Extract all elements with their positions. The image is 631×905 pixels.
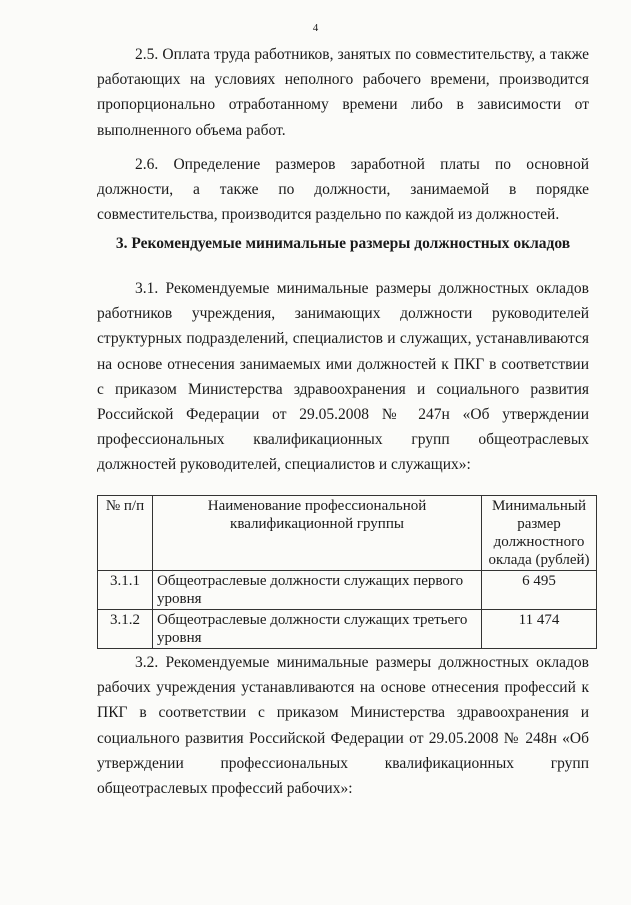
row-number: 3.1.1: [98, 571, 153, 610]
row-salary: 6 495: [482, 571, 597, 610]
header-minimum-salary: Минимальный размер должностного оклада (рублей): [482, 496, 597, 571]
row-salary: 11 474: [482, 610, 597, 649]
row-group-name: Общеотраслевые должности служащих третьего уровня: [153, 610, 482, 649]
row-group-name: Общеотраслевые должности служащих первого уровня: [153, 571, 482, 610]
header-group-name: Наименование профессиональной квалификационной группы: [153, 496, 482, 571]
header-number: № п/п: [98, 496, 153, 571]
row-number: 3.1.2: [98, 610, 153, 649]
paragraph-3-1: 3.1. Рекомендуемые минимальные размеры должностных окладов работников учреждения, занимающих должности руководителей структурных подразделений, специалистов и служащих, устанавливаются на основе отнесения занимаемых ими должностей к ПКГ в соответствии с приказом Министерства здравоохранения и социального развития Российской Федерации от 29.05.2008 № 247н «Об утверждении профессиональных квалификационных групп общеотраслевых должностей руководителей, специалистов и служащих»:: [97, 280, 589, 474]
table-row: [98, 610, 597, 649]
paragraph-2-5: 2.5. Оплата труда работников, занятых по совместительству, а также работающих на условиях неполного рабочего времени, производится пропорционально отработанному времени либо в зависимости от выполненного объема работ.: [97, 46, 589, 139]
paragraph-3-2: 3.2. Рекомендуемые минимальные размеры должностных окладов рабочих учреждения устанавливаются на основе отнесения профессий к ПКГ в соответствии с приказом Министерства здравоохранения и социального развития Российской Федерации от 29.05.2008 № 248н «Об утверждении профессиональных квалификационных групп общеотраслевых профессий рабочих»:: [97, 654, 589, 798]
salary-table: [97, 495, 597, 649]
table-row: [98, 571, 597, 610]
paragraph-2-6: 2.6. Определение размеров заработной платы по основной должности, а также по должности, занимаемой в порядке совместительства, производится раздельно по каждой из должностей.: [97, 156, 589, 224]
page-number: 4: [312, 22, 319, 34]
section-3-heading: 3. Рекомендуемые минимальные размеры должностных окладов: [115, 235, 571, 252]
table-header-row: [98, 496, 597, 571]
